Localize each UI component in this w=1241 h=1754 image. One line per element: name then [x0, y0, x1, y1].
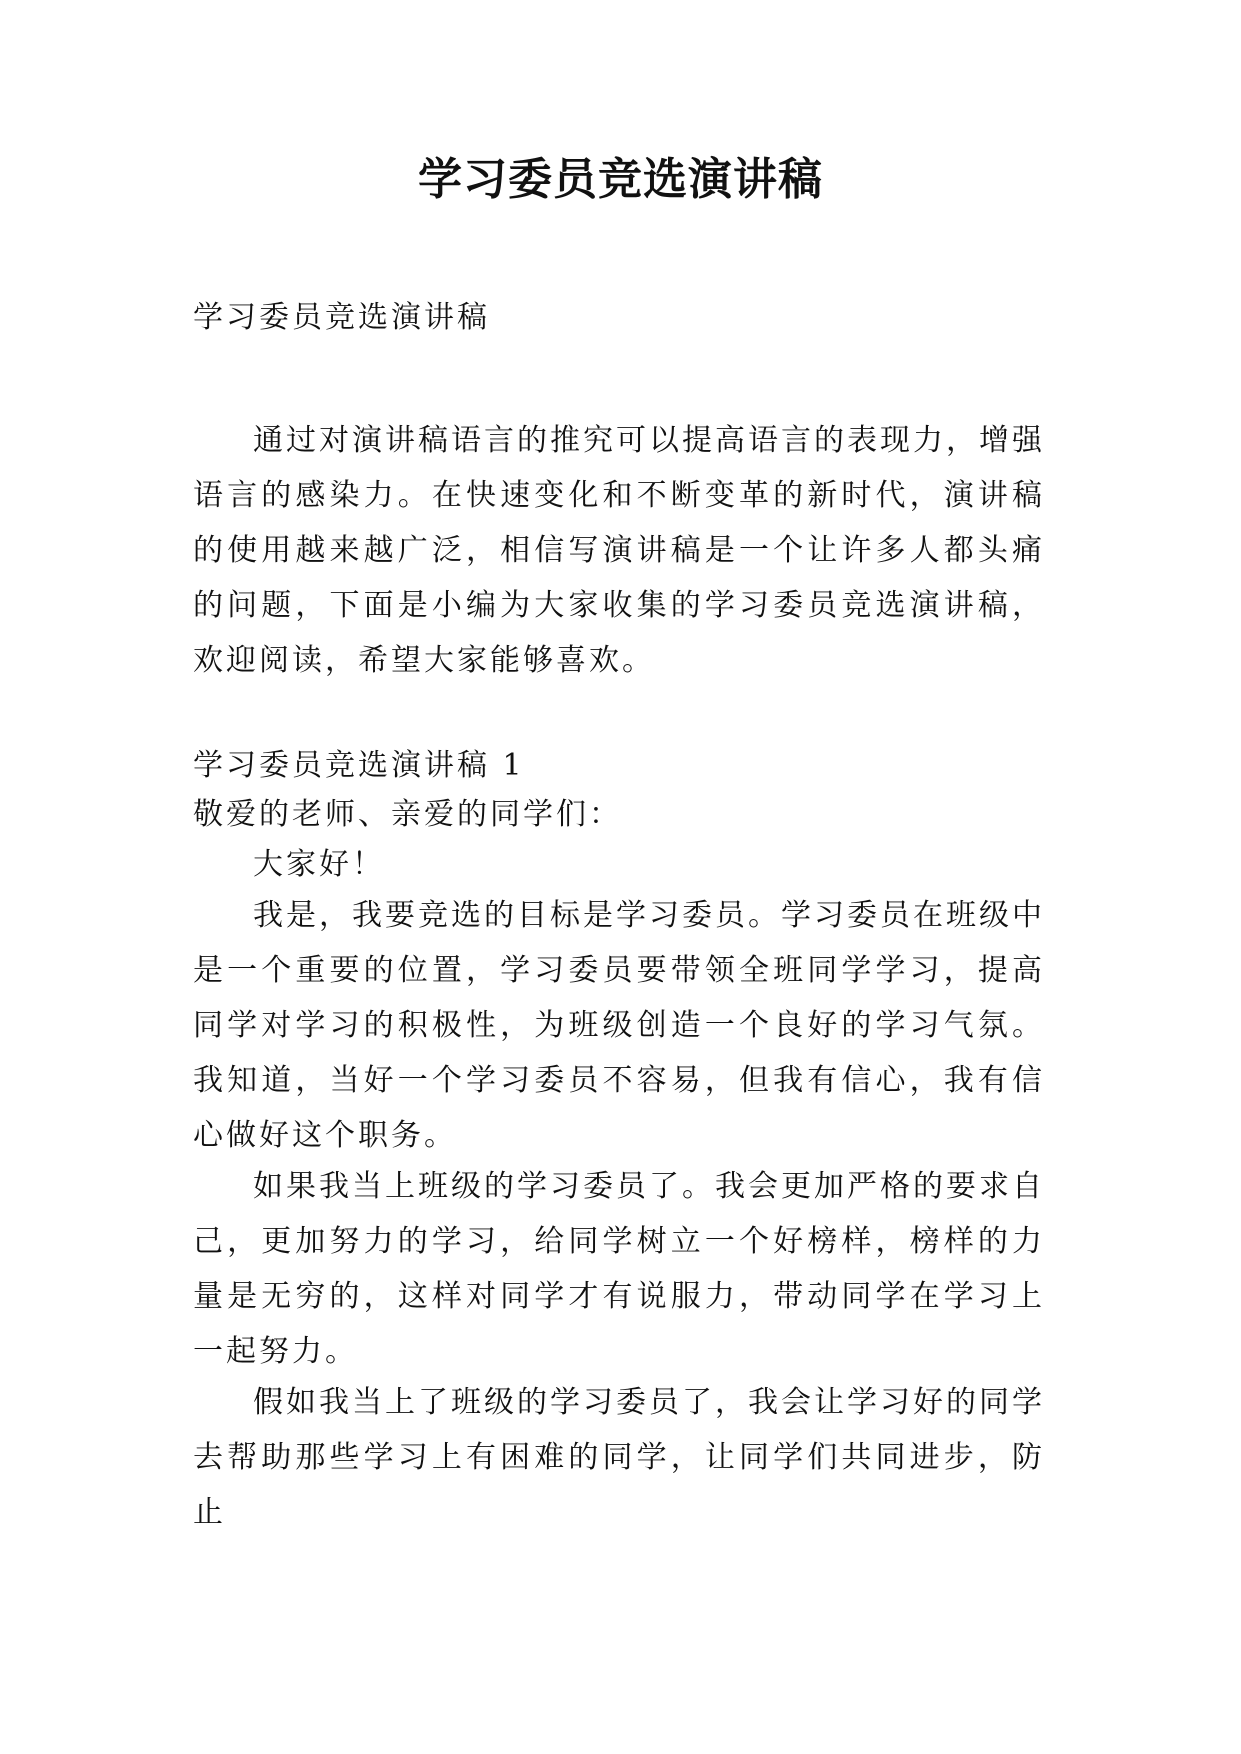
document-subtitle: 学习委员竞选演讲稿: [193, 300, 490, 335]
body-paragraph: 如果我当上班级的学习委员了。我会更加严格的要求自己，更加努力的学习，给同学树立一个好榜样，榜样的力量是无穷的，这样对同学才有说服力，带动同学在学习上一起努力。: [193, 1169, 1045, 1369]
body-paragraph: 假如我当上了班级的学习委员了，我会让学习好的同学去帮助那些学习上有困难的同学，让同学们共同进步，防止: [193, 1385, 1045, 1530]
salutation: 敬爱的老师、亲爱的同学们：: [193, 797, 622, 832]
body-paragraph: 我是，我要竞选的目标是学习委员。学习委员在班级中是一个重要的位置，学习委员要带领全班同学学习，提高同学对学习的积极性，为班级创造一个良好的学习气氛。我知道，当好一个学习委员不容易，但我有信心，我有信心做好这个职务。: [193, 898, 1045, 1153]
spacer: [193, 345, 1045, 400]
spacer: [193, 688, 1045, 743]
document-body: [193, 290, 1045, 1540]
greeting: 大家好！: [253, 847, 385, 882]
intro-paragraph: 通过对演讲稿语言的推究可以提高语言的表现力，增强语言的感染力。在快速变化和不断变革的新时代，演讲稿的使用越来越广泛，相信写演讲稿是一个让许多人都头痛的问题，下面是小编为大家收集的学习委员竞选演讲稿，欢迎阅读，希望大家能够喜欢。: [193, 423, 1045, 678]
document-title: 学习委员竞选演讲稿: [418, 154, 823, 205]
section-heading: 学习委员竞选演讲稿 1: [193, 748, 525, 783]
